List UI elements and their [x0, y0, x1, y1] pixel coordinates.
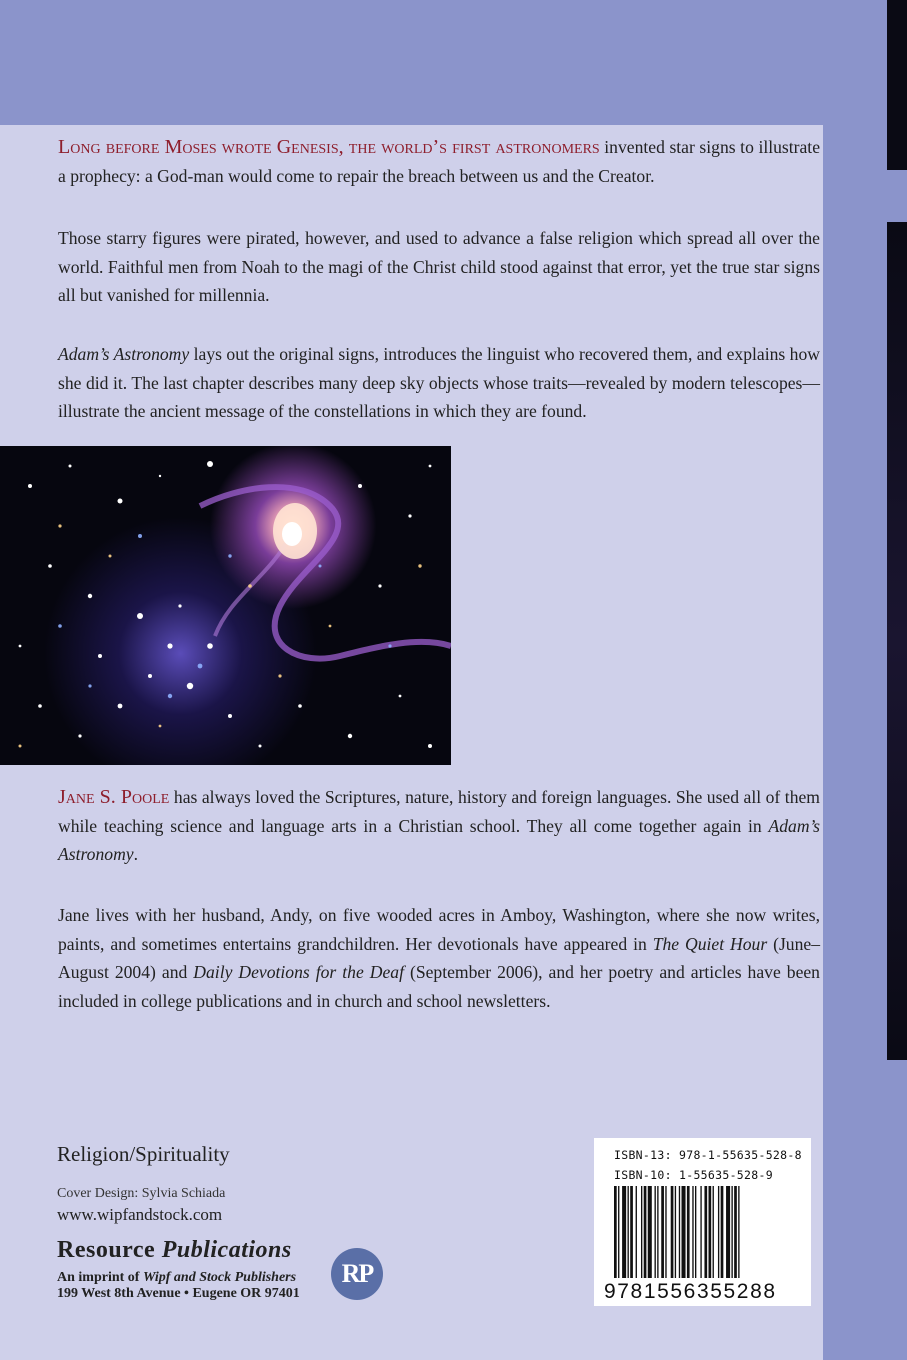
- blurb-paragraph-1: [58, 108, 820, 190]
- publisher-address: 199 West 8th Avenue • Eugene OR 97401: [57, 1286, 300, 1301]
- isbn-barcode: [594, 1138, 811, 1306]
- blurb-paragraph-3: [58, 340, 820, 426]
- publisher-name-a: Resource: [57, 1237, 162, 1263]
- blurb-p3-text: lays out the original signs, introduces the linguist who recovered them, and explains how she did it. The last chapter describes many deep sky objects whose traits—revealed by modern telescopes—illustrate the ancient message of the constellations in which they are found.: [58, 344, 820, 421]
- barcode-digits: 9781556355288: [604, 1280, 777, 1303]
- starfield: [0, 446, 451, 765]
- publisher-imprint: [57, 1270, 296, 1286]
- imprint-prefix: An imprint of: [57, 1270, 143, 1285]
- book-title: Adam’s Astronomy: [58, 344, 190, 364]
- author-bio-text: Jane lives with her husband, Andy, on five wooded acres in Amboy, Washington, where she now writes, paints, and sometimes entertains grandchildren. Her devotionals have appeared in: [58, 905, 820, 954]
- cover-design-credit: Cover Design: Sylvia Schiada: [57, 1186, 226, 1201]
- author-bio-text: (June–August 2004) and: [58, 933, 821, 982]
- isbn10: ISBN-10: 1-55635-528-9: [614, 1168, 773, 1182]
- publisher-name-b: Publications: [161, 1237, 292, 1263]
- imprint-name: Wipf and Stock Publishers: [142, 1270, 297, 1285]
- author-bio-paragraph-2: [58, 901, 820, 1015]
- book-title: Adam’s Astronomy: [58, 815, 820, 864]
- galaxy-cluster-image: [0, 446, 451, 765]
- blurb-lead: Long before Moses wrote Genesis, the world’s first astronomers: [58, 136, 600, 158]
- author-bio-text: has always loved the Scriptures, nature, history and foreign languages. She used all of them while teaching science and language arts in a Christian school. They all come together again in: [58, 787, 820, 836]
- isbn13: ISBN-13: 978-1-55635-528-8: [614, 1148, 802, 1162]
- book-category: Religion/Spirituality: [57, 1142, 230, 1166]
- publisher-website: www.wipfandstock.com: [57, 1205, 223, 1224]
- blurb-p1-text: invented star signs to illustrate a prophecy: a God-man would come to repair the breach between us and the Creator.: [58, 137, 821, 186]
- barcode-bars: [594, 1184, 811, 1284]
- author-bio-text: (September 2006), and her poetry and articles have been included in college publications and in church and school newsletters.: [58, 962, 820, 1011]
- publication-title: The Quiet Hour: [652, 933, 768, 954]
- spine-space-strip: [887, 222, 907, 1060]
- rp-logo: RP: [331, 1248, 383, 1300]
- publication-title: Daily Devotions for the Deaf: [193, 962, 404, 982]
- blurb-paragraph-2: Those starry figures were pirated, however, and used to advance a false religion which spread all over the world. Faithful men from Noah to the magi of the Christ child stood against that error, yet the true star signs all but vanished for millennia.: [58, 228, 820, 305]
- author-name: Jane S. Poole: [58, 786, 170, 808]
- spine: [823, 0, 907, 1360]
- author-bio-end: .: [133, 844, 138, 864]
- author-bio-paragraph-1: [58, 783, 820, 869]
- spine-space-strip: [887, 0, 907, 170]
- publisher-name: [57, 1237, 292, 1264]
